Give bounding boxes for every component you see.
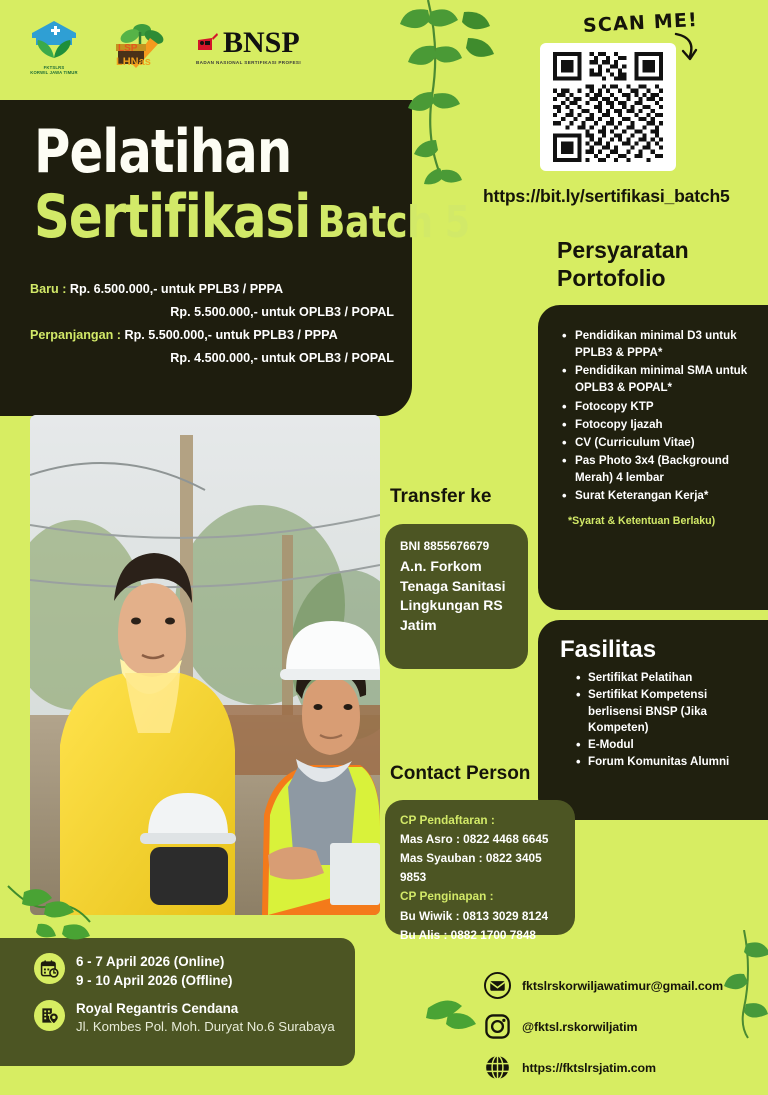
event-info-box bbox=[0, 938, 355, 1066]
building-location-icon bbox=[34, 1000, 65, 1031]
persyaratan-heading-line1: Persyaratan bbox=[557, 237, 689, 263]
page-title-line2 bbox=[34, 182, 470, 252]
fasilitas-title: Fasilitas bbox=[560, 636, 657, 663]
bnsp-logo bbox=[196, 28, 301, 65]
calendar-clock-icon bbox=[34, 953, 65, 984]
event-venue-name: Royal Regantris Cendana bbox=[76, 1001, 239, 1017]
fktsl-logo-caption: FKTSLRS KORWIL JAWA TIMUR bbox=[30, 65, 78, 76]
scan-me-label: SCAN ME! bbox=[582, 9, 699, 37]
event-dates bbox=[76, 952, 233, 990]
leaf-decoration-bottomright bbox=[718, 930, 768, 1040]
event-venue-address: Jl. Kombes Pol. Moh. Duryat No.6 Surabaya bbox=[76, 1019, 335, 1035]
list-item: • Forum Komunitas Alumni bbox=[576, 754, 756, 771]
social-links bbox=[484, 972, 723, 1095]
social-email-text: fktslrskorwiljawatimur@gmail.com bbox=[522, 978, 723, 993]
persyaratan-note: *Syarat & Ketentuan Berlaku) bbox=[568, 514, 716, 527]
curved-arrow-icon bbox=[672, 32, 700, 66]
event-venue bbox=[76, 999, 335, 1035]
fktsl-logo-mark bbox=[28, 18, 80, 64]
list-item: • Fotocopy Ijazah bbox=[562, 416, 754, 433]
hero-panel bbox=[0, 100, 470, 416]
event-date-row bbox=[34, 952, 345, 990]
bnsp-caption: BADAN NASIONAL SERTIFIKASI PROFESI bbox=[196, 60, 301, 66]
hero-photo bbox=[30, 415, 380, 915]
fasilitas-list bbox=[560, 670, 756, 771]
persyaratan-heading bbox=[557, 236, 767, 292]
workers-photo-illustration bbox=[30, 415, 380, 915]
price-value: Rp. 4.500.000,- untuk OPLB3 / POPAL bbox=[170, 350, 394, 365]
globe-icon bbox=[484, 1054, 511, 1081]
calendar-clock-glyph bbox=[40, 959, 59, 978]
social-instagram-text: @fktsl.rskorwiljatim bbox=[522, 1019, 638, 1034]
list-item: • Sertifikat Pelatihan bbox=[576, 670, 756, 687]
transfer-account-holder: A.n. Forkom Tenaga Sanitasi Lingkungan RS Jatim bbox=[400, 557, 506, 634]
price-list bbox=[30, 278, 398, 370]
logo-bar bbox=[28, 18, 301, 76]
event-date-offline: 9 - 10 April 2026 (Offline) bbox=[76, 973, 233, 989]
event-date-online: 6 - 7 April 2026 (Online) bbox=[76, 954, 225, 969]
contact-entry: Mas Asro : 0822 4468 6645 bbox=[400, 832, 549, 847]
qr-url[interactable]: https://bit.ly/sertifikasi_batch5 bbox=[483, 186, 730, 206]
transfer-account-number: BNI 8855676679 bbox=[400, 539, 490, 553]
price-value: Rp. 5.500.000,- untuk OPLB3 / POPAL bbox=[170, 304, 394, 319]
persyaratan-list bbox=[562, 327, 754, 505]
svg-text:LSP: LSP bbox=[118, 42, 138, 54]
persyaratan-heading-line2: Portofolio bbox=[557, 265, 666, 292]
svg-text:LHNas: LHNas bbox=[116, 55, 151, 68]
contact-group-label: CP Pendaftaran : bbox=[400, 813, 495, 827]
bnsp-wordmark: BNSP bbox=[223, 26, 300, 60]
list-item: • Pas Photo 3x4 (Background Merah) 4 lembar bbox=[562, 452, 754, 486]
list-item: • Sertifikat Kompetensi berlisensi BNSP (Jika Kompeten) bbox=[576, 687, 756, 737]
price-row bbox=[30, 347, 398, 370]
price-row bbox=[30, 278, 398, 301]
lsp-lhnas-logo-mark bbox=[102, 20, 174, 74]
bnsp-logo-mark bbox=[196, 32, 220, 54]
email-icon bbox=[484, 972, 511, 999]
fktsl-logo bbox=[28, 18, 80, 76]
contact-card bbox=[385, 800, 575, 942]
price-value: Rp. 5.500.000,- untuk PPLB3 / PPPA bbox=[124, 327, 338, 342]
transfer-heading: Transfer ke bbox=[390, 486, 492, 507]
social-instagram-row[interactable] bbox=[484, 1013, 723, 1040]
leaf-decoration-bottomcenter bbox=[418, 980, 488, 1050]
list-item: • CV (Curriculum Vitae) bbox=[562, 434, 754, 451]
leaf-decoration-topright bbox=[460, 8, 508, 98]
list-item: • Pendidikan minimal SMA untuk OPLB3 & POPAL* bbox=[562, 362, 754, 396]
list-item: • Surat Keterangan Kerja* bbox=[562, 487, 754, 504]
price-label: Baru : bbox=[30, 282, 70, 296]
qr-code-icon bbox=[545, 48, 671, 166]
event-venue-row bbox=[34, 999, 345, 1035]
contact-entry: Bu Wiwik : 0813 3029 8124 bbox=[400, 908, 549, 923]
instagram-icon bbox=[484, 1013, 511, 1040]
list-item: • Fotocopy KTP bbox=[562, 398, 754, 415]
page-title-sertifikasi: Sertifikasi bbox=[34, 182, 311, 252]
fasilitas-card bbox=[538, 620, 768, 820]
list-item: • Pendidikan minimal D3 untuk PPLB3 & PPPA* bbox=[562, 327, 754, 361]
qr-code[interactable] bbox=[540, 43, 676, 171]
transfer-card bbox=[385, 524, 528, 669]
persyaratan-card bbox=[538, 305, 768, 610]
social-email-row[interactable] bbox=[484, 972, 723, 999]
price-value: Rp. 6.500.000,- untuk PPLB3 / PPPA bbox=[69, 282, 284, 296]
price-row bbox=[30, 301, 398, 324]
price-row bbox=[30, 324, 398, 347]
page-title-line1: Pelatihan bbox=[34, 117, 292, 187]
contact-entry: Bu Alis : 0882 1700 7848 bbox=[400, 927, 536, 942]
list-item: • E-Modul bbox=[576, 737, 756, 754]
contact-heading: Contact Person bbox=[390, 763, 531, 784]
social-website-text: https://fktslrsjatim.com bbox=[522, 1060, 656, 1075]
page-title-batch: Batch 5 bbox=[317, 197, 470, 248]
lsp-lhnas-logo bbox=[102, 20, 174, 74]
contact-entry: Mas Syauban : 0822 3405 9853 bbox=[400, 851, 542, 885]
price-label: Perpanjangan : bbox=[30, 327, 125, 342]
building-location-glyph bbox=[40, 1006, 59, 1025]
contact-group-label: CP Penginapan : bbox=[400, 889, 494, 904]
social-website-row[interactable] bbox=[484, 1054, 723, 1081]
